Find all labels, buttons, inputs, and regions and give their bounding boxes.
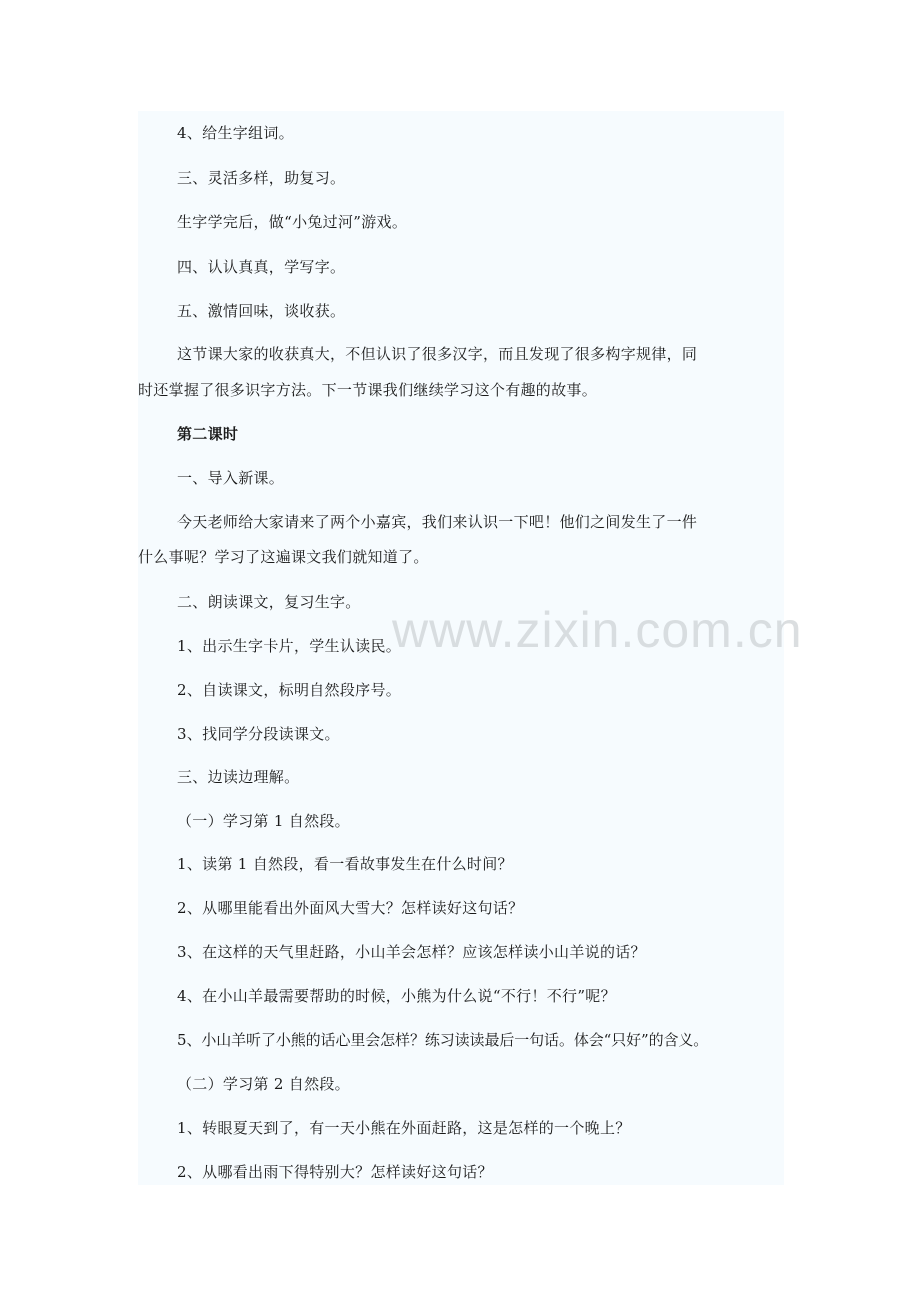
paragraph: 今天老师给大家请来了两个小嘉宾，我们来认识一下吧！他们之间发生了一件	[177, 513, 698, 531]
paragraph: （一）学习第 1 自然段。	[177, 812, 350, 830]
paragraph: 生字学完后，做“小兔过河”游戏。	[177, 213, 408, 231]
paragraph: 三、灵活多样，助复习。	[177, 169, 346, 187]
paragraph: 三、边读边理解。	[177, 768, 300, 786]
paragraph: 1、读第 1 自然段，看一看故事发生在什么时间？	[177, 855, 513, 873]
paragraph: 1、转眼夏天到了，有一天小熊在外面赶路，这是怎样的一个晚上？	[177, 1119, 631, 1137]
paragraph: 五、激情回味，谈收获。	[177, 302, 346, 320]
paragraph: 4、在小山羊最需要帮助的时候，小熊为什么说“不行！不行”呢？	[177, 987, 616, 1005]
paragraph: 3、找同学分段读课文。	[177, 725, 340, 743]
paragraph: 四、认认真真，学写字。	[177, 258, 346, 276]
paragraph: 3、在这样的天气里赶路，小山羊会怎样？应该怎样读小山羊说的话？	[177, 943, 646, 961]
paragraph: （二）学习第 2 自然段。	[177, 1075, 350, 1093]
section-heading: 第二课时	[177, 425, 239, 443]
paragraph: 2、从哪里能看出外面风大雪大？怎样读好这句话？	[177, 899, 524, 917]
paragraph: 这节课大家的收获真大，不但认识了很多汉字，而且发现了很多构字规律，同	[177, 345, 698, 363]
paragraph: 二、朗读课文，复习生字。	[177, 593, 361, 611]
paragraph: 2、从哪看出雨下得特别大？怎样读好这句话？	[177, 1163, 493, 1181]
watermark: www.zixin.com.cn	[392, 602, 803, 658]
paragraph: 5、小山羊听了小熊的话心里会怎样？练习读读最后一句话。体会“只好”的含义。	[177, 1031, 709, 1049]
paragraph: 1、出示生字卡片，学生认读民。	[177, 637, 402, 655]
paragraph: 4、给生字组词。	[177, 124, 294, 142]
paragraph-continuation: 什么事呢？学习了这遍课文我们就知道了。	[138, 548, 429, 566]
paragraph: 2、自读课文，标明自然段序号。	[177, 681, 402, 699]
paragraph-continuation: 时还掌握了很多识字方法。下一节课我们继续学习这个有趣的故事。	[138, 381, 598, 399]
paragraph: 一、导入新课。	[177, 469, 285, 487]
